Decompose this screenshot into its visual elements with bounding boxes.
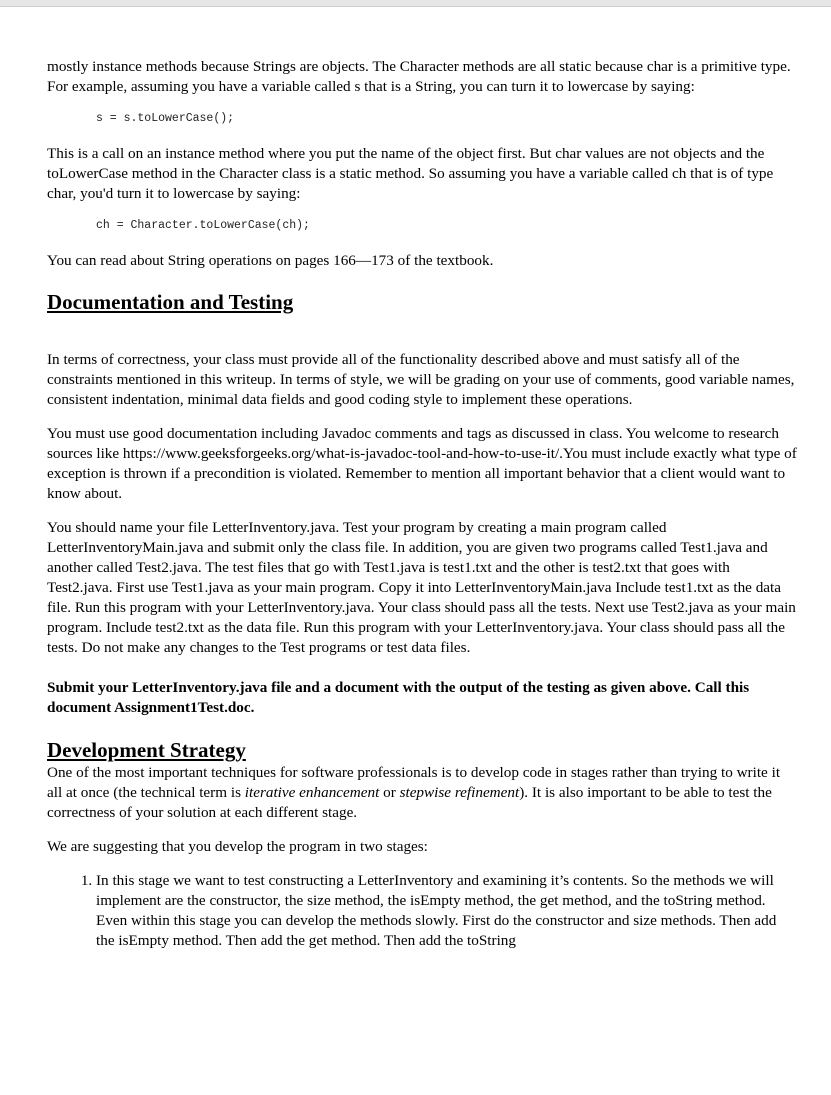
code-tolowercase-char: ch = Character.toLowerCase(ch);	[96, 219, 310, 232]
term-stepwise-refinement: stepwise refinement	[399, 784, 520, 801]
term-iterative-enhancement: iterative enhancement	[244, 784, 380, 801]
list-item-stage-1: 1. In this stage we want to test constructing a LetterInventory and examining it’s contents. So the methods we will implement are the constructor, the size method, the isEmpty method, the get method, and the toString method. Even within this stage you can develop the methods slowly. First do the constructor and size methods. Then add the isEmpty method. Then add the get method. Then add the toString	[96, 871, 797, 951]
paragraph-string-methods: mostly instance methods because Strings are objects. The Character methods are all static because char is a primitive type. For example, assuming you have a variable called s that is a String, you can turn it to lowercase by saying:	[47, 58, 791, 95]
paragraph-javadoc: You must use good documentation including Javadoc comments and tags as discussed in class. You welcome to research sources like https://www.geeksforgeeks.org/what-is-javadoc-tool-and-how-to-use-it/.You must include exactly what type of exception is thrown if a precondition is violated. Remember to mention all important behavior that a client would want to know about.	[47, 425, 797, 502]
dev-text-a: One of the most important techniques for software professionals is to develop code in stages rather than trying to write it all at once (the technical term is	[47, 764, 781, 801]
viewer-top-bar	[0, 0, 831, 7]
stages-list	[47, 871, 797, 951]
heading-development-strategy: Development Strategy	[47, 738, 246, 762]
paragraph-development-stages	[47, 763, 797, 823]
dev-text-b: or	[379, 784, 400, 801]
paragraph-textbook-pages: You can read about String operations on pages 166—173 of the textbook.	[47, 252, 494, 269]
document-page	[47, 57, 797, 951]
dev-text-c: ). It is also important to be able to test the correctness of your solution at each different stage.	[47, 784, 772, 821]
paragraph-correctness-style: In terms of correctness, your class must provide all of the functionality described above and must satisfy all of the constraints mentioned in this writeup. In terms of style, we will be grading on your use of comments, good variable names, consistent indentation, minimal data fields and good coding style to implement these operations.	[47, 351, 795, 408]
paragraph-submit-instructions: Submit your LetterInventory.java file and a document with the output of the testing as given above. Call this document Assignment1Test.doc.	[47, 679, 750, 716]
code-tolowercase-string: s = s.toLowerCase();	[96, 112, 235, 125]
paragraph-char-methods: This is a call on an instance method where you put the name of the object first. But char values are not objects and the toLowerCase method in the Character class is a static method. So assuming you have a variable called ch that is of type char, you'd turn it to lowercase by saying:	[47, 145, 774, 202]
heading-documentation-testing: Documentation and Testing	[47, 290, 294, 314]
paragraph-two-stages: We are suggesting that you develop the program in two stages:	[47, 838, 428, 855]
paragraph-testing-instructions: You should name your file LetterInventory.java. Test your program by creating a main program called LetterInventoryMain.java and submit only the class file. In addition, you are given two programs called Test1.java and another called Test2.java. The test files that go with Test1.java is test1.txt and the other is test2.txt that goes with Test2.java. First use Test1.java as your main program. Copy it into LetterInventoryMain.java Include test1.txt as the data file. Run this program with your LetterInventory.java. Your class should pass all the tests. Next use Test2.java as your main program. Include test2.txt as the data file. Run this program with your LetterInventory.java. Your class should pass all the tests. Do not make any changes to the Test programs or test data files.	[47, 519, 796, 656]
